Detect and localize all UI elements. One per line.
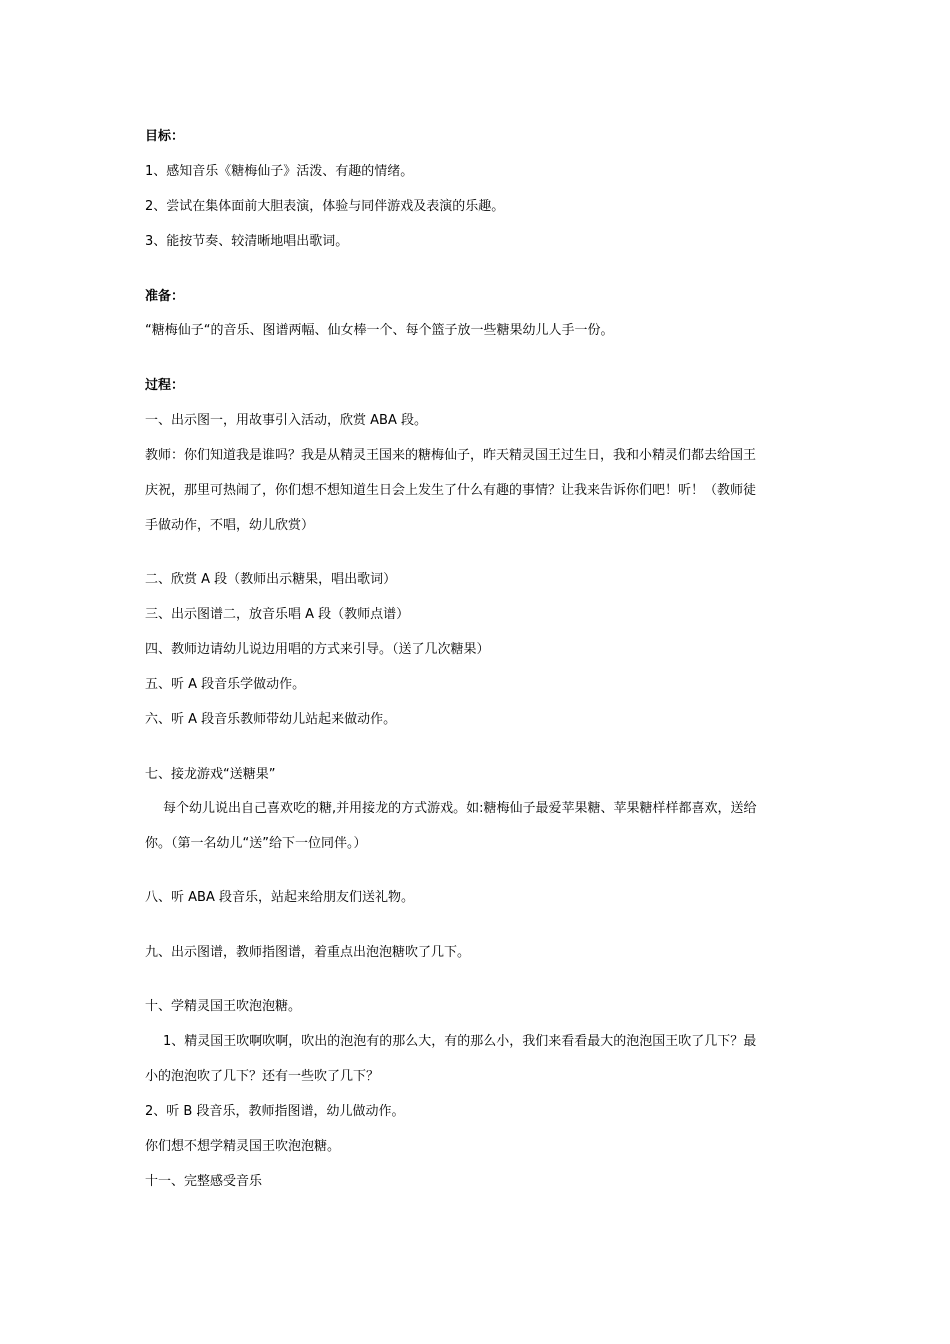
process-heading: 过程：: [145, 378, 185, 393]
step-10-sub-2: 2、听 B 段音乐，教师指图谱，幼儿做动作。: [145, 1104, 405, 1119]
prep-heading: 准备：: [145, 289, 185, 304]
step-5: 五、听 A 段音乐学做动作。: [145, 677, 306, 692]
teacher-line-2: 庆祝，那里可热闹了，你们想不想知道生日会上发生了什么有趣的事情？让我来告诉你们吧！听！（教师徒: [145, 483, 757, 498]
step-7-line-2: 你。（第一名幼儿“送”给下一位同伴。）: [145, 836, 367, 851]
step-7: 七、接龙游戏“送糖果”: [145, 767, 276, 782]
step-10-sub-1-line-2: 小的泡泡吹了几下？还有一些吹了几下？: [145, 1069, 380, 1084]
step-4: 四、教师边请幼儿说边用唱的方式来引导。（送了几次糖果）: [145, 642, 490, 657]
step-2: 二、欣赏 A 段（教师出示糖果，唱出歌词）: [145, 572, 397, 587]
goal-item-1: 1、感知音乐《糖梅仙子》活泼、有趣的情绪。: [145, 164, 414, 179]
step-11: 十一、完整感受音乐: [145, 1174, 263, 1189]
step-1: 一、出示图一，用故事引入活动，欣赏 ABA 段。: [145, 413, 427, 428]
goals-heading: 目标：: [145, 129, 185, 144]
step-8: 八、听 ABA 段音乐，站起来给朋友们送礼物。: [145, 890, 414, 905]
step-7-line-1: 每个幼儿说出自己喜欢吃的糖,并用接龙的方式游戏。如:糖梅仙子最爱苹果糖、苹果糖样样都喜欢，送给: [163, 801, 757, 816]
goal-item-3: 3、能按节奏、较清晰地唱出歌词。: [145, 234, 349, 249]
prep-text: “糖梅仙子“的音乐、图谱两幅、仙女棒一个、每个篮子放一些糖果幼儿人手一份。: [145, 323, 614, 338]
teacher-line-1: 教师：你们知道我是谁吗？我是从精灵王国来的糖梅仙子，昨天精灵国王过生日，我和小精灵们都去给国王: [145, 448, 757, 463]
step-10-sub-1-line-1: 1、精灵国王吹啊吹啊，吹出的泡泡有的那么大，有的那么小，我们来看看最大的泡泡国王吹了几下？最: [163, 1034, 757, 1049]
step-10: 十、学精灵国王吹泡泡糖。: [145, 999, 302, 1014]
step-9: 九、出示图谱，教师指图谱，着重点出泡泡糖吹了几下。: [145, 945, 471, 960]
step-6: 六、听 A 段音乐教师带幼儿站起来做动作。: [145, 712, 397, 727]
teacher-line-3: 手做动作，不唱，幼儿欣赏）: [145, 518, 315, 533]
step-10-question: 你们想不想学精灵国王吹泡泡糖。: [145, 1139, 341, 1154]
goal-item-2: 2、尝试在集体面前大胆表演，体验与同伴游戏及表演的乐趣。: [145, 199, 505, 214]
step-3: 三、出示图谱二，放音乐唱 A 段（教师点谱）: [145, 607, 410, 622]
